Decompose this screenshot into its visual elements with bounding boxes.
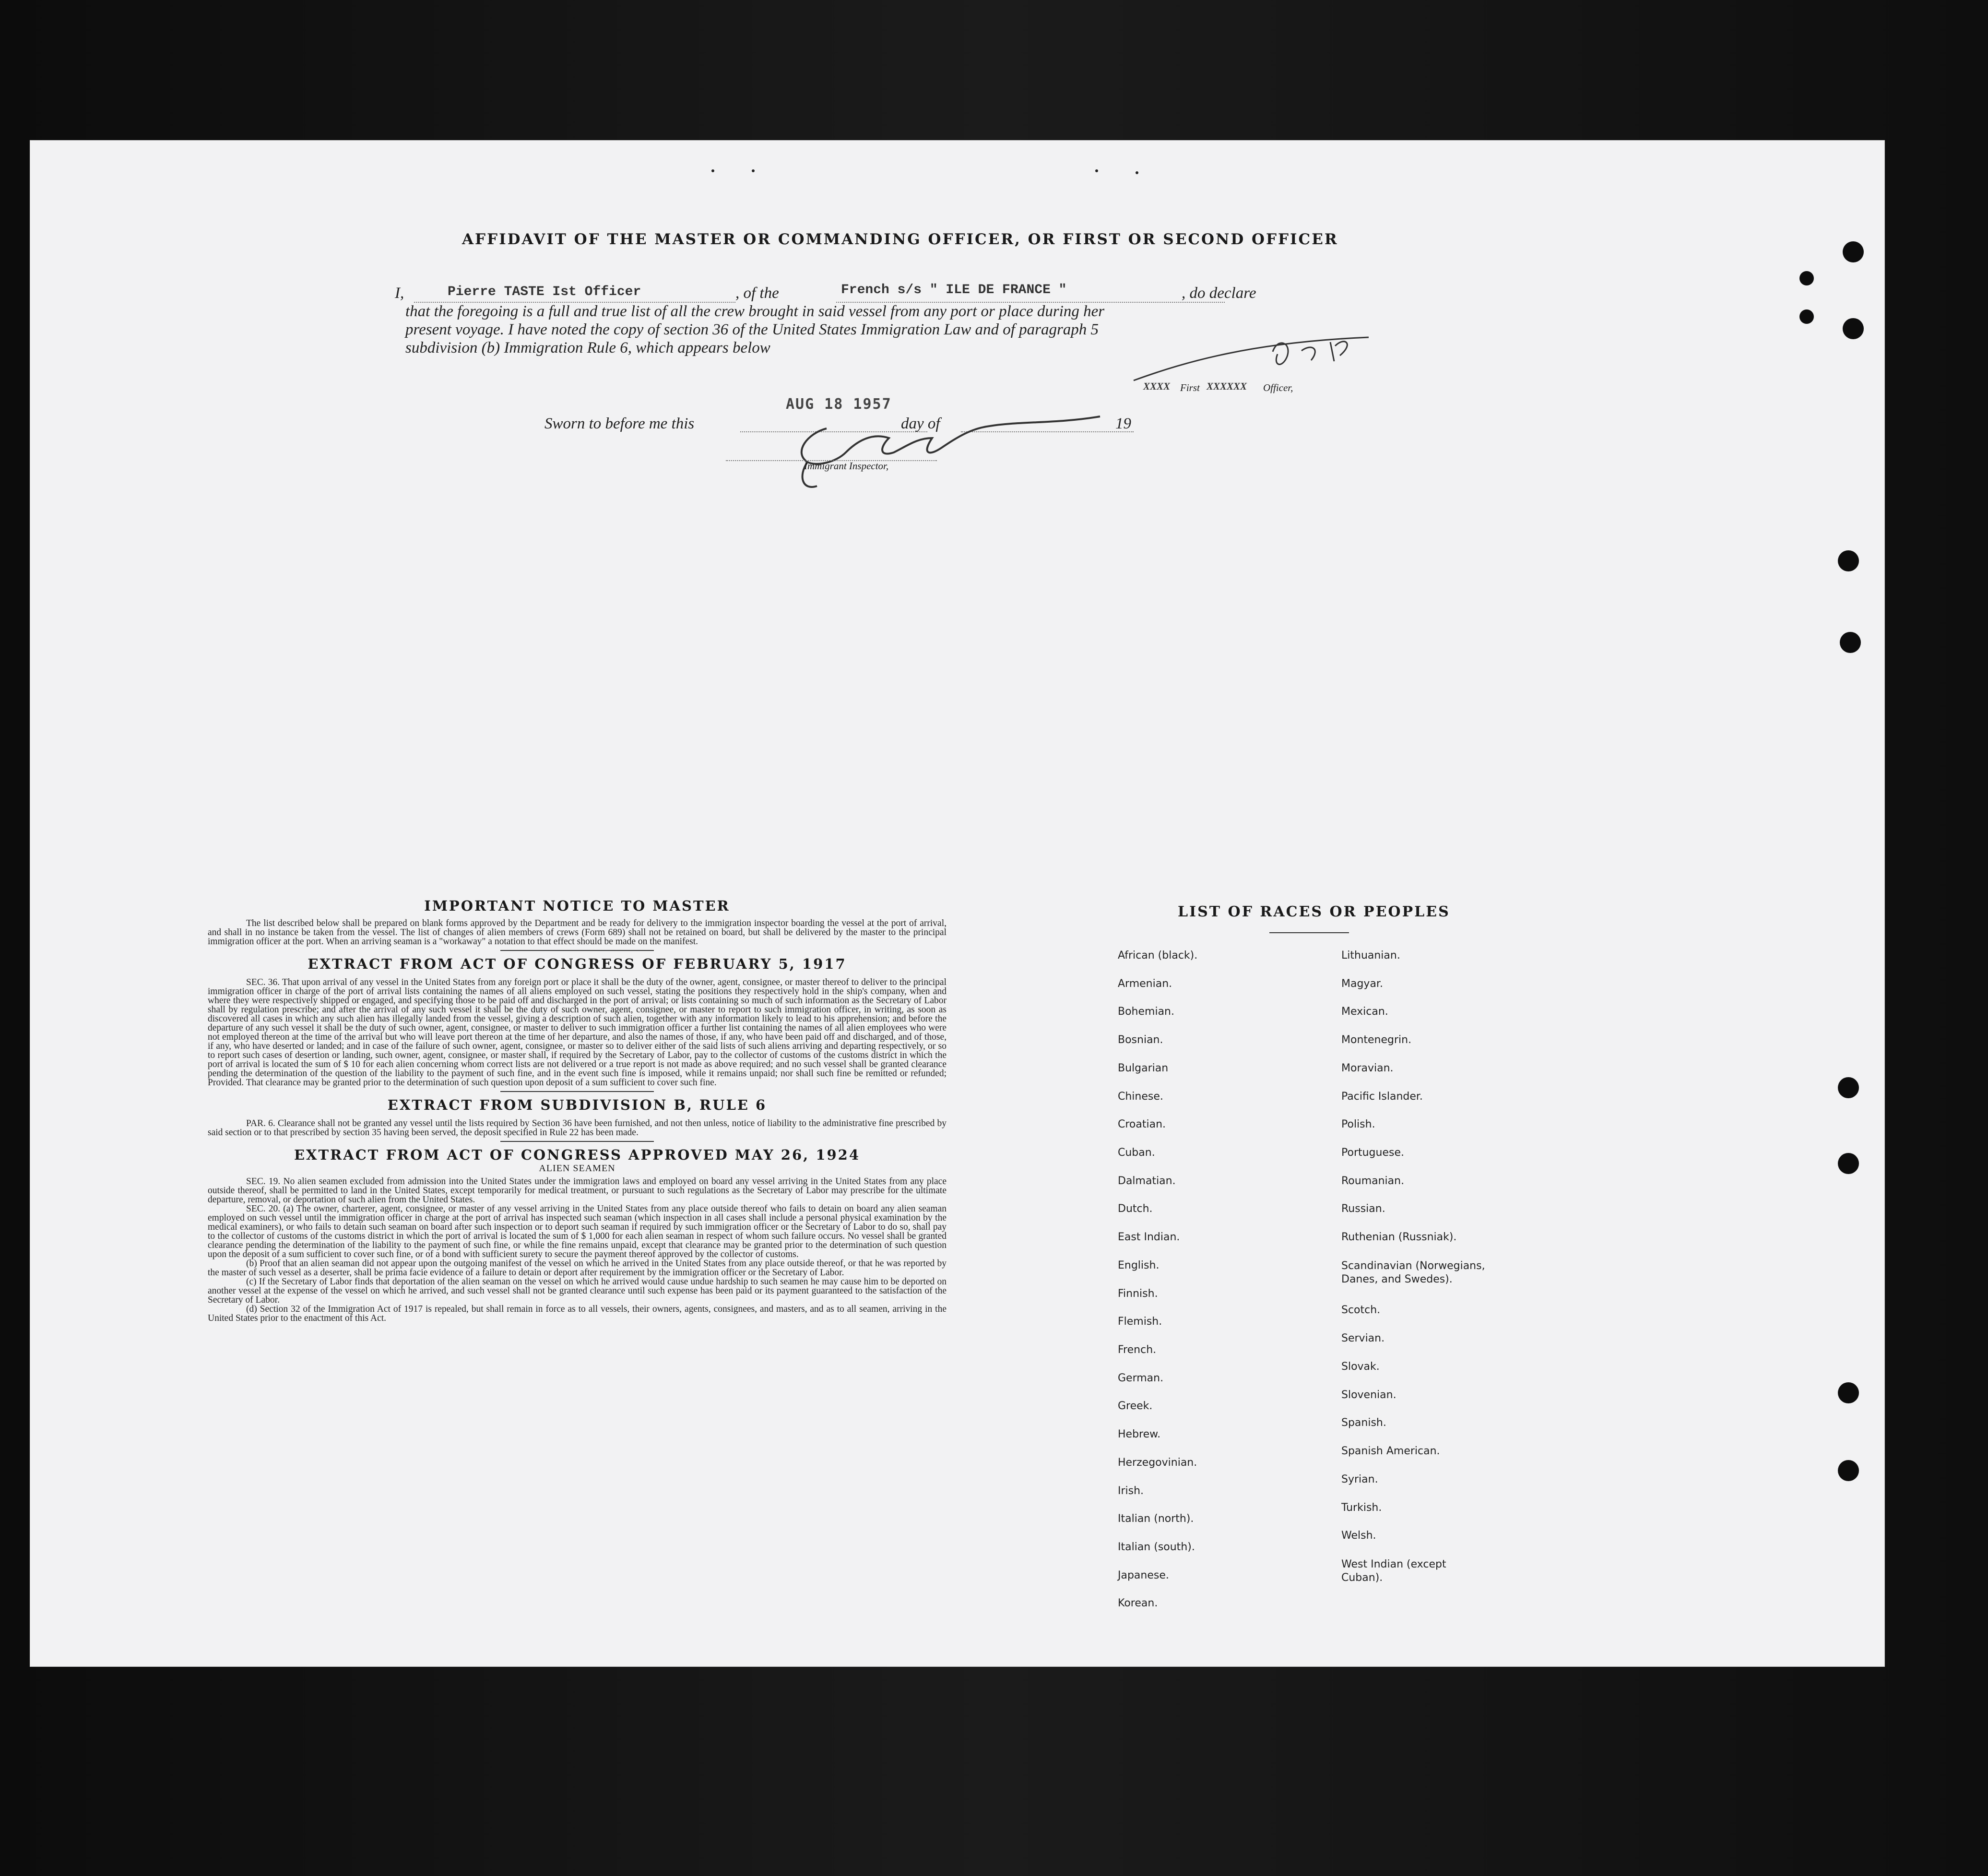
race-left: Dutch. <box>1118 1203 1153 1215</box>
race-right: Slovenian. <box>1341 1389 1396 1401</box>
punch-hole-icon <box>1838 550 1859 571</box>
race-left: Italian (south). <box>1118 1541 1195 1553</box>
race-left: Italian (north). <box>1118 1513 1194 1525</box>
races-title: LIST OF RACES OR PEOPLES <box>1178 903 1450 920</box>
date-stamp: AUG 18 1957 <box>786 396 892 413</box>
affidavit-line-3: present voyage. I have noted the copy of section 36 of the United States Immigration Law and of paragraph 5 <box>405 321 1099 338</box>
race-right: Scandinavian (Norwegians, Danes, and Swedes). <box>1341 1260 1485 1285</box>
punch-hole-icon <box>1838 1153 1859 1174</box>
race-left: Bosnian. <box>1118 1034 1163 1046</box>
extract-1917-title: EXTRACT FROM ACT OF CONGRESS OF FEBRUARY 5, 1917 <box>308 956 847 972</box>
race-left: Armenian. <box>1118 978 1172 990</box>
race-left: African (black). <box>1118 950 1198 962</box>
affidavit-line-2: that the foregoing is a full and true list of all the crew brought in said vessel from any port or place during her <box>405 303 1105 320</box>
punch-hole-icon <box>1838 1077 1859 1098</box>
punch-hole-icon <box>1799 309 1814 324</box>
race-right: Russian. <box>1341 1203 1385 1215</box>
vessel-name: French s/s " ILE DE FRANCE " <box>841 283 1067 297</box>
race-right: Spanish. <box>1341 1417 1386 1429</box>
race-left: Hebrew. <box>1118 1428 1161 1440</box>
punch-hole-icon <box>1843 241 1864 262</box>
do-declare-label: , do declare <box>1182 285 1256 302</box>
of-the-label: , of the <box>735 285 779 302</box>
race-left: German. <box>1118 1372 1164 1384</box>
inspector-signature <box>788 409 1134 496</box>
race-right: Slovak. <box>1341 1361 1380 1373</box>
officer-struck-right: XXXXXX <box>1207 380 1247 392</box>
year-prefix: 19 <box>1115 415 1131 432</box>
race-left: Croatian. <box>1118 1118 1166 1130</box>
race-left: Greek. <box>1118 1400 1153 1412</box>
extract-1924-sec20b: (b) Proof that an alien seaman did not appear upon the outgoing manifest of the vessel on which he arrived in the United States from any place outside thereof, or that he was reported by the master of such vessel as a deserter, shall be prima facie evidence of a failure to detain or deport after requirement by the immigration officer or the Secretary of Labor. <box>208 1259 947 1278</box>
extract-1924-sec20a: SEC. 20. (a) The owner, charterer, agent, consignee, or master of any vessel arriving in the United States from any place outside thereof who fails to detain on board any alien seaman employed on such vessel until the immigration officer in charge at the port of arrival has inspected such seaman (which inspection in all cases shall include a personal physical examination by the medical examiners), or who fails to detain such seaman on board after such inspection or to deport such seaman if required by such immigration officer or the Secretary of Labor to do so, shall pay to the collector of customs of the customs district in which the port of arrival is located the sum of $ 1,000 for each alien seaman in respect of whom such failure occurs. No vessel shall be granted clearance pending the determination of the liability to the payment of such fine, or while the fine remains unpaid, except that clearance may be granted prior to the determination of such question upon the deposit of a sum sufficient to cover such fine, or of a bond with sufficient surety to secure the payment thereof approved by the collector of customs. <box>208 1204 947 1259</box>
divider <box>500 1091 654 1092</box>
punch-hole-icon <box>1838 1382 1859 1403</box>
divider <box>500 950 654 951</box>
affidavit-title: AFFIDAVIT OF THE MASTER OR COMMANDING OFFICER, OR FIRST OR SECOND OFFICER <box>462 231 1338 248</box>
race-left: Bohemian. <box>1118 1006 1174 1018</box>
speck <box>711 169 714 172</box>
notice-title: IMPORTANT NOTICE TO MASTER <box>424 898 730 914</box>
speck <box>1136 171 1138 174</box>
race-right: Welsh. <box>1341 1530 1376 1542</box>
officer-suffix-label: Officer, <box>1263 382 1293 393</box>
officer-signature <box>1129 332 1378 385</box>
race-left: English. <box>1118 1259 1160 1271</box>
extract-rule6-text: PAR. 6. Clearance shall not be granted any vessel until the lists required by Section 36 have been furnished, and not then unless, notice of liability to the administrative fine prescribed by said section or to that prescribed by section 35 having been served, the deposit specified in Rule 22 has been made. <box>208 1118 947 1138</box>
speck <box>1095 169 1098 172</box>
affidavit-i-label: I, <box>395 285 404 302</box>
race-left: Flemish. <box>1118 1316 1162 1328</box>
sworn-label: Sworn to before me this <box>544 415 695 432</box>
divider <box>500 1141 654 1142</box>
affidavit-line-4: subdivision (b) Immigration Rule 6, which appears below <box>405 339 770 356</box>
race-right: West Indian (except Cuban). <box>1341 1558 1446 1584</box>
race-left: East Indian. <box>1118 1231 1180 1243</box>
punch-hole-icon <box>1838 1460 1859 1481</box>
punch-hole-icon <box>1840 632 1861 653</box>
race-right: Magyar. <box>1341 978 1383 990</box>
race-right: Lithuanian. <box>1341 950 1400 962</box>
races-divider <box>1269 932 1349 933</box>
notice-paragraph: The list described below shall be prepared on blank forms approved by the Department and be ready for delivery to the immigration inspector boarding the vessel at the port of arrival, and shall in no instance be taken from the vessel. The list of changes of alien members of crews (Form 689) shall not be retained on board, but shall be delivered by the master to the principal immigration officer at the port. When an arriving seaman is a "workaway" a notation to that effect should be made on the manifest. <box>208 918 947 947</box>
race-right: Roumanian. <box>1341 1175 1405 1187</box>
race-left: Bulgarian <box>1118 1062 1169 1074</box>
race-left: French. <box>1118 1344 1157 1356</box>
inspector-label: Immigrant Inspector, <box>804 460 889 472</box>
race-left: Korean. <box>1118 1597 1158 1609</box>
extract-1917-text: SEC. 36. That upon arrival of any vessel in the United States from any foreign port or place it shall be the duty of the owner, agent, consignee, or master thereof to deliver to the principal immigration officer in charge of the port of arrival lists containing the names of all aliens employed on such vessel, stating the positions they respectively hold in the ship's company, when and where they were respectively shipped or engaged, and specifying those to be paid off and discharged in the port of arrival; or lists containing so much of such information as the Secretary of Labor shall by regulation prescribe; and after the arrival of any such vessel it shall be the duty of such owner, agent, consignee, or master to report to such immigration officer, in writing, as soon as discovered all cases in which any such alien has illegally landed from the vessel, giving a description of such alien, together with any information likely to lead to his apprehension; and before the departure of any such vessel it shall be the duty of such owner, agent, consignee, or master to deliver to such immigration officer a further list containing the names of all alien employees who were not employed thereon at the time of the arrival but who will leave port thereon at the time of her departure, and also the names of those, if any, who have been paid off and discharged, and of those, if any, who have deserted or landed; and in case of the failure of such owner, agent, consignee, or master so to deliver either of the said lists of such aliens arriving and departing respectively, or so to report such cases of desertion or landing, such owner, agent, consignee, or master shall, if required by the Secretary of Labor, pay to the collector of customs of the customs district in which the port of arrival is located the sum of $ 10 for each alien concerning whom correct lists are not delivered or a true report is not made as above required; and no such vessel shall be granted clearance pending the determination of the question of the liability to the payment of such fine, and in the event such fine is imposed, while it remains unpaid; nor shall such fine be remitted or refunded; Provided. That clearance may be granted prior to the determination of such question upon deposit of a sum sufficient to cover such fine. <box>208 977 947 1088</box>
race-right: Scotch. <box>1341 1304 1381 1316</box>
race-right: Ruthenian (Russniak). <box>1341 1231 1457 1243</box>
race-left: Cuban. <box>1118 1147 1155 1159</box>
race-right: Syrian. <box>1341 1473 1378 1485</box>
officer-struck-left: XXXX <box>1143 380 1171 392</box>
race-right: Servian. <box>1341 1332 1385 1344</box>
race-right: Portuguese. <box>1341 1147 1404 1159</box>
race-right: Polish. <box>1341 1118 1375 1130</box>
notice-column <box>208 898 947 1323</box>
day-of-label: day of <box>901 415 940 432</box>
race-right: Montenegrin. <box>1341 1034 1412 1046</box>
race-right: Turkish. <box>1341 1502 1382 1514</box>
race-left: Japanese. <box>1118 1569 1169 1581</box>
punch-hole-icon <box>1843 318 1864 339</box>
race-right: Moravian. <box>1341 1062 1394 1074</box>
officer-first-label: First <box>1180 382 1200 393</box>
document-page <box>30 140 1885 1667</box>
race-right: Spanish American. <box>1341 1445 1440 1457</box>
race-left: Chinese. <box>1118 1091 1163 1103</box>
extract-1924-title: EXTRACT FROM ACT OF CONGRESS APPROVED MAY 26, 1924 <box>294 1147 861 1163</box>
race-left: Irish. <box>1118 1485 1144 1497</box>
race-right: Mexican. <box>1341 1006 1388 1018</box>
race-left: Dalmatian. <box>1118 1175 1176 1187</box>
race-right: Pacific Islander. <box>1341 1091 1423 1103</box>
punch-hole-icon <box>1799 271 1814 285</box>
race-left: Herzegovinian. <box>1118 1457 1197 1469</box>
alien-seamen-subtitle: ALIEN SEAMEN <box>539 1163 615 1174</box>
extract-rule6-title: EXTRACT FROM SUBDIVISION B, RULE 6 <box>387 1097 767 1113</box>
speck <box>752 169 755 172</box>
officer-name: Pierre TASTE Ist Officer <box>448 285 641 299</box>
extract-1924-sec20d: (d) Section 32 of the Immigration Act of 1917 is repealed, but shall remain in force as to all vessels, their owners, agents, consignees, and masters, and as to all seamen, arriving in the United States prior to the enactment of this Act. <box>208 1304 947 1323</box>
extract-1924-sec19: SEC. 19. No alien seamen excluded from admission into the United States under the immigration laws and employed on board any vessel arriving in the United States from any place outside thereof, shall be permitted to land in the United States, except temporarily for medical treatment, or pursuant to such regulations as the Secretary of Labor may prescribe for the ultimate departure, removal, or deportation of such alien from the United States. <box>208 1176 947 1205</box>
race-left: Finnish. <box>1118 1288 1158 1300</box>
extract-1924-sec20c: (c) If the Secretary of Labor finds that deportation of the alien seaman on the vessel on which he arrived would cause undue hardship to such seamen he may cause him to be deported on another vessel at the expense of the vessel on which he arrived, and such vessel shall not be granted clearance until such expense has been paid or its payment guaranteed to the satisfaction of the Secretary of Labor. <box>208 1277 947 1305</box>
